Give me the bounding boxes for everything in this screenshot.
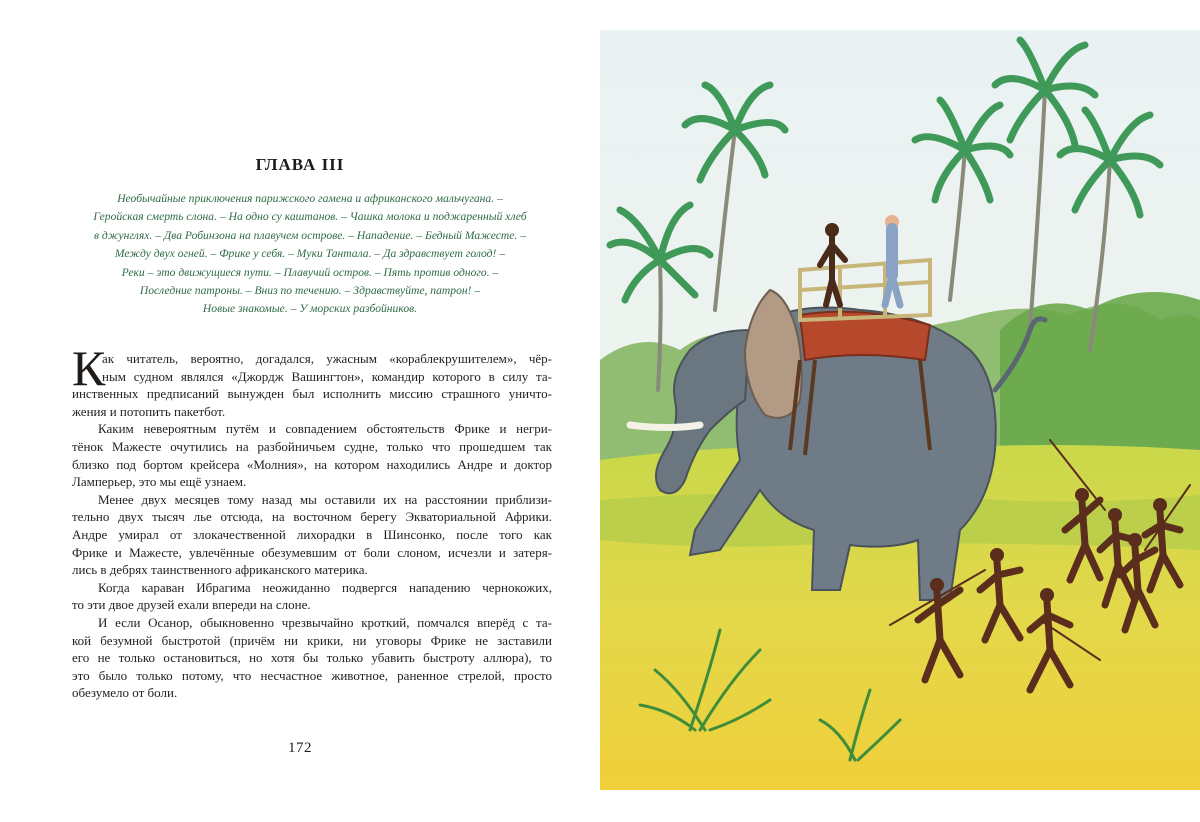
paragraph-1-rest — [72, 385, 552, 420]
paragraph-2 — [72, 420, 552, 490]
text-line: обезумело от боли. — [72, 685, 178, 701]
page-number: 172 — [288, 740, 312, 756]
text-line: тёнок Мажесте очутились на разбойничьем судне, только что прошедшем так — [72, 438, 552, 454]
text-line: Фрике и Мажесте, увлечённые обезумевшим от боли слоном, исчезли и затеря- — [72, 544, 552, 560]
synopsis-line: Реки – это движущиеся пути. – Плавучий остров. – Пять против одного. – — [121, 265, 499, 279]
text-line: Когда караван Ибрагима неожиданно подвергся нападению чернокожих, — [98, 579, 552, 595]
paragraph-4 — [72, 579, 552, 614]
chapter-title: ГЛАВА III — [255, 155, 345, 174]
synopsis-line: в джунглях. – Два Робинзона на плавучем острове. – Нападение. – Бедный Мажесте. – — [93, 228, 527, 242]
text-line: ак читатель, вероятно, догадался, ужасным «кораблекрушителем», чёр- — [102, 351, 552, 366]
synopsis-line: Необычайные приключения парижского гамена и африканского мальчугана. – — [117, 192, 503, 205]
text-line: то эти двое друзей ехали впереди на слоне. — [72, 597, 311, 613]
text-line: лись в дебрях таинственного африканского материка. — [72, 562, 368, 578]
synopsis-line: Последние патроны. – Вниз по течению. – Здравствуйте, патрон! – — [139, 284, 481, 298]
text-line: Ламперьер, это мы ещё узнаем. — [72, 474, 247, 490]
text-line: инственных предписаний вынужден был исполнить миссию страшного уничто- — [72, 386, 552, 402]
paragraph-3 — [72, 491, 552, 579]
text-line: тельно двух тысяч лье отсюда, на восточном берегу Экваториальной Африки. — [72, 509, 552, 525]
text-line: кой безумной быстротой (причём ни крики, ни уговоры Фрике не заставили — [72, 632, 552, 648]
text-line: Менее двух месяцев тому назад мы оставили их на расстоянии приблизи- — [98, 491, 552, 507]
text-line: Андре умирал от злокачественной лихорадки в Шинсонко, после того как — [72, 526, 552, 542]
synopsis-line: Между двух огней. – Фрике у себя. – Муки Тантала. – Да здравствует голод! – — [114, 247, 506, 261]
text-line: это было только потому, что несчастное животное, раненное стрелой, просто — [72, 667, 552, 683]
text-line: И если Осанор, обыкновенно чрезвычайно кроткий, помчался вперёд с та- — [98, 614, 552, 630]
chapter-synopsis — [70, 190, 550, 319]
text-line: близко под бортом крейсера «Молния», на котором находились Андре и доктор — [72, 456, 552, 472]
synopsis-line: Геройская смерть слона. – На одно су каштанов. – Чашка молока и поджаренный хлеб — [93, 210, 527, 224]
illustration-artwork — [600, 30, 1200, 790]
text-line: жения и потопить пакетбот. — [72, 403, 226, 419]
elephant-tusk — [630, 425, 700, 428]
elephant-illustration — [600, 30, 1200, 790]
text-line: ным судном являлся «Джордж Вашингтон», командир которого в силу та- — [102, 368, 552, 384]
text-line: Каким невероятным путём и совпадением обстоятельств Фрике и негри- — [98, 421, 552, 437]
drop-cap-letter: К — [72, 340, 106, 396]
body-text — [72, 340, 552, 702]
text-line: его не только остановиться, но хотя бы только убавить быстроту аллюра), то — [72, 650, 552, 666]
paragraph-5 — [72, 614, 552, 702]
paragraph-1 — [72, 350, 552, 385]
synopsis-line: Новые знакомые. – У морских разбойников. — [202, 302, 418, 316]
